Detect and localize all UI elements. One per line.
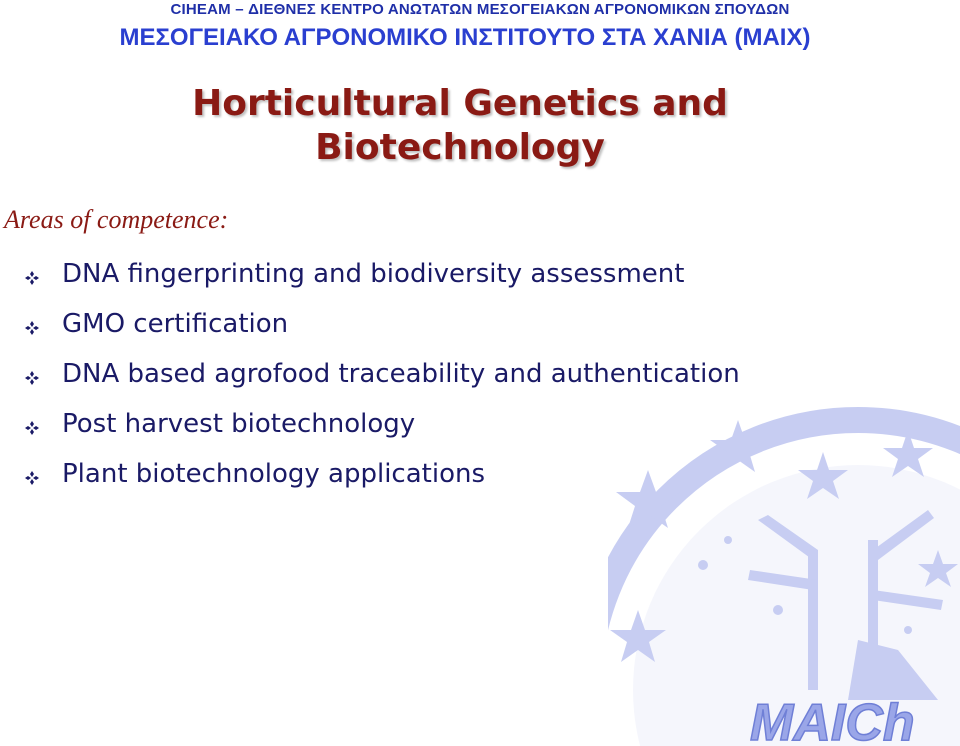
maich-logo-text: MAICh <box>750 694 915 746</box>
diamond-bullet-icon <box>24 470 40 486</box>
diamond-bullet-icon <box>24 320 40 336</box>
slide-title <box>140 82 780 170</box>
list-item <box>24 249 740 299</box>
list-item-text: DNA fingerprinting and biodiversity assessment <box>62 259 685 289</box>
list-item-text: Plant biotechnology applications <box>62 459 486 489</box>
slide-title-line1: Horticultural Genetics and <box>192 83 728 124</box>
list-item-text: Post harvest biotechnology <box>62 409 416 439</box>
list-item <box>24 299 740 349</box>
institute-header-greek: ΜΕΣΟΓΕΙΑΚΟ ΑΓΡΟΝΟΜΙΚΟ ΙΝΣΤΙΤΟΥΤΟ ΣΤΑ ΧΑΝΙΑ (ΜΑΙΧ) <box>119 24 811 51</box>
list-item <box>24 349 740 399</box>
diamond-bullet-icon <box>24 270 40 286</box>
list-item-text: GMO certification <box>62 309 289 339</box>
maich-logo-watermark <box>608 400 960 746</box>
institution-header-greek: CIHEAM – ΔΙΕΘΝΕΣ ΚΕΝΤΡΟ ΑΝΩΤΑΤΩΝ ΜΕΣΟΓΕΙΑΚΩΝ ΑΓΡΟΝΟΜΙΚΩΝ ΣΠΟΥΔΩΝ <box>170 1 790 18</box>
section-subtitle: Areas of competence: <box>4 205 229 234</box>
slide-title-line2: Biotechnology <box>315 127 605 168</box>
diamond-bullet-icon <box>24 420 40 436</box>
list-item-text: DNA based agrofood traceability and authentication <box>62 359 740 389</box>
diamond-bullet-icon <box>24 370 40 386</box>
